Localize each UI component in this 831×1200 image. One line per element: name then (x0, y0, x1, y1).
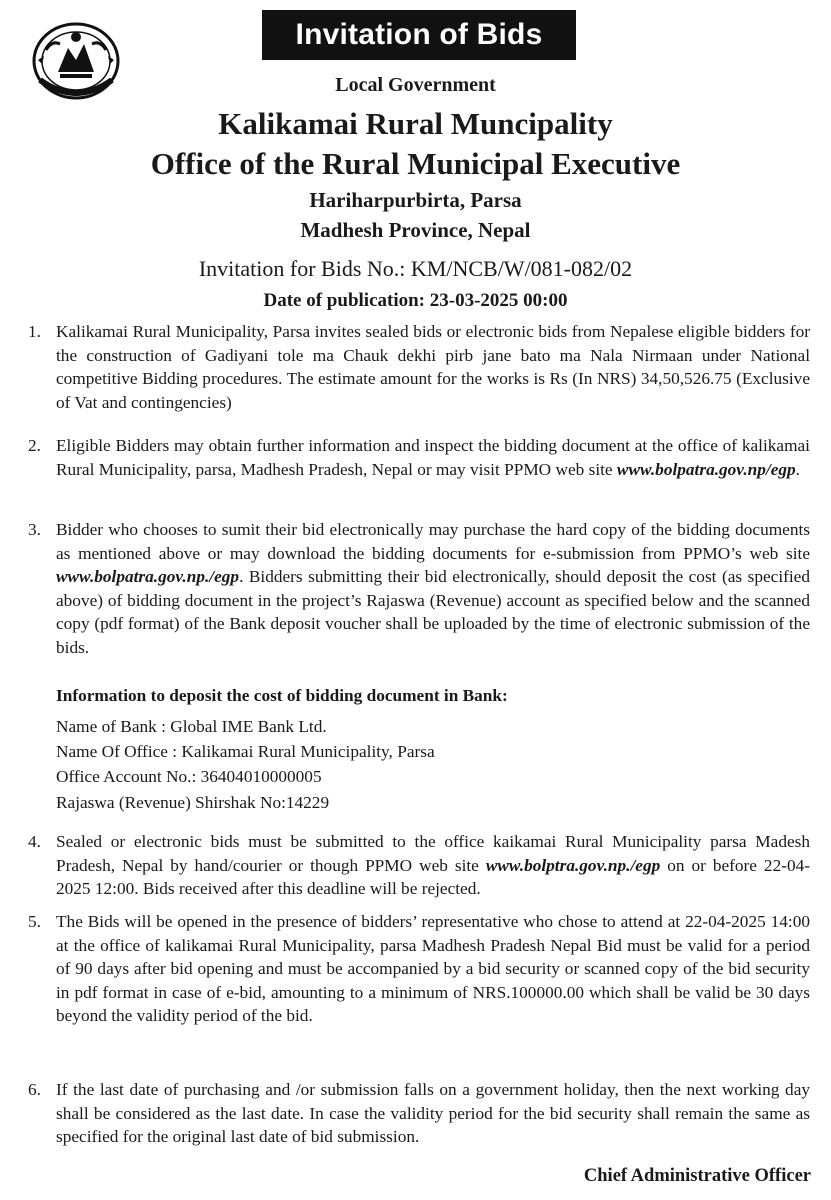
address-line-1: Hariharpurbirta, Parsa (309, 188, 522, 212)
clause-text-part: on or before 22-04-2025 12:00. Bids received after this deadline will be rejected. (56, 855, 810, 898)
clause-text-part: Sealed or electronic bids must be submitted to the office kaikamai Rural Municipality parsa Madesh Pradesh, Nepal by hand/courier or though PPMO web site (56, 832, 810, 875)
clause-number: 4. (28, 832, 41, 851)
clause-number: 1. (28, 322, 41, 341)
bank-account-number: Office Account No.: 36404010000005 (56, 767, 322, 786)
bank-info-heading: Information to deposit the cost of bidding document in Bank: (56, 686, 508, 705)
clause-text (56, 518, 810, 659)
clause-text-part: Bidder who chooses to sumit their bid electronically may purchase the hard copy of the bidding documents as mentioned above or may download the bidding documents for e-submission from PPMO’s web site (56, 520, 810, 563)
office-name: Office of the Rural Municipal Executive (150, 146, 681, 181)
clause-number: 5. (28, 912, 41, 931)
clause-2 (28, 434, 810, 481)
clause-text (56, 434, 810, 481)
ppmo-website-link: www.bolpatra.gov.np./egp (56, 567, 240, 586)
clause-text (56, 830, 810, 901)
publication-date: Date of publication: 23-03-2025 00:00 (263, 290, 568, 311)
clause-text-part: . (795, 459, 800, 479)
clause-1 (28, 320, 810, 414)
page-title: Invitation of Bids (262, 10, 576, 60)
bank-name: Name of Bank : Global IME Bank Ltd. (56, 717, 327, 736)
clause-6 (28, 1078, 810, 1149)
ifb-number: Invitation for Bids No.: KM/NCB/W/081-082/02 (198, 256, 633, 281)
clause-text-part: . Bidders submitting their bid electronically, should deposit the cost (as specified above) of bidding document in the project’s Rajaswa (Revenue) account as specified below and the scanned copy (pdf format) of the Bank deposit voucher shall be uploaded by the time of electronic submission of the bids. (56, 567, 810, 657)
bank-office-name: Name Of Office : Kalikamai Rural Municipality, Parsa (56, 742, 435, 761)
signatory-title: Chief Administrative Officer (583, 1166, 811, 1186)
clause-text: The Bids will be opened in the presence of bidders’ representative who chose to attend at 22-04-2025 14:00 at the office of kalikamai Rural Municipality, parsa Madhesh Pradesh Nepal Bid must be valid for a period of 90 days after bid opening and must be accompanied by a bid security or scanned copy of the bid security in pdf format in case of e-bid, amounting to a minimum of NRS.100000.00 which shall be valid be 30 days beyond the validity period of the bid. (56, 912, 810, 1025)
municipality-name: Kalikamai Rural Muncipality (218, 106, 613, 141)
ppmo-website-link: www.bolptra.gov.np./egp (485, 855, 661, 875)
clause-number: 3. (28, 520, 41, 539)
ppmo-website-link: www.bolpatra.gov.np/egp (616, 459, 796, 479)
bank-revenue-code: Rajaswa (Revenue) Shirshak No:14229 (56, 793, 330, 812)
clause-number: 2. (28, 436, 41, 455)
clause-4 (28, 830, 810, 901)
clause-text: Kalikamai Rural Municipality, Parsa invites sealed bids or electronic bids from Nepalese eligible bidders for the construction of Gadiyani tole ma Chauk dekhi pirb jane bato ma Nala Nirmaan under National competitive Bidding procedures. The estimate amount for the works is Rs (In NRS) 34,50,526.75 (Exclusive of Vat and contingencies) (56, 322, 810, 412)
local-government-label: Local Government (335, 74, 496, 96)
clause-text-part: Eligible Bidders may obtain further information and inspect the bidding document at the office of kalikamai Rural Municipality, parsa, Madhesh Pradesh, Nepal or may visit PPMO web site (56, 436, 810, 479)
clause-5 (28, 910, 810, 1028)
clause-text: If the last date of purchasing and /or submission falls on a government holiday, then the next working day shall be considered as the last date. In case the validity period for the bid security shall remain the same as specified for the original last date of bid submission. (56, 1080, 810, 1146)
clause-number: 6. (28, 1080, 41, 1099)
address-line-2: Madhesh Province, Nepal (300, 218, 531, 242)
clause-3 (28, 518, 810, 659)
